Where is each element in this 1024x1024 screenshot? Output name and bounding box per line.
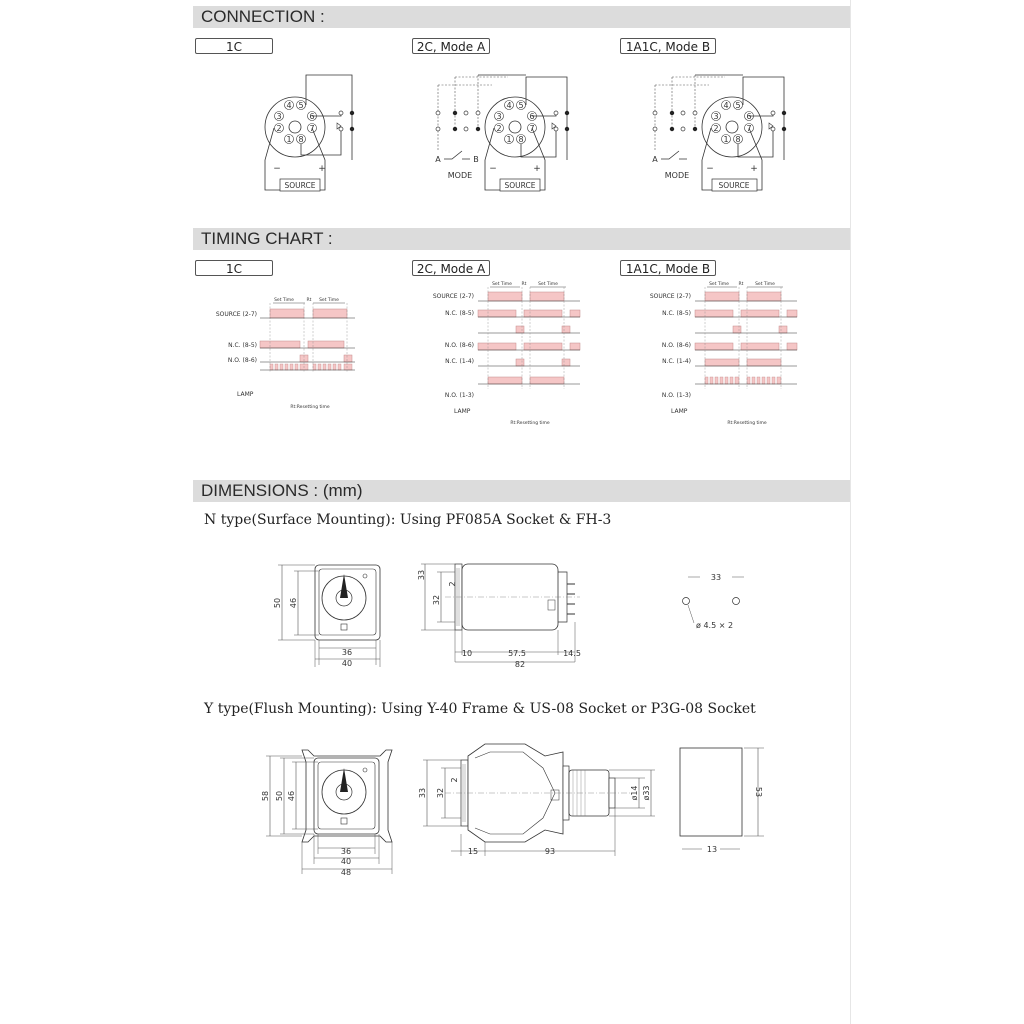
source-label-1c: SOURCE [284,181,316,190]
n-hole-diameter: ø 4.5 × 2 [696,621,734,630]
n-side-d14-5: 14.5 [563,649,581,658]
n-type-caption: N type(Surface Mounting): Using PF085A Socket & FH-3 [204,512,612,528]
connection-diagram-1c [255,65,365,195]
timing-2c-signal-nc85: N.C. (8-5) [445,310,474,317]
y-front-h58: 58 [261,790,270,802]
n-front-height-outer: 50 [273,597,282,609]
svg-text:−: − [489,164,497,174]
svg-text:Rt:Resetting time: Rt:Resetting time [727,421,767,426]
n-side-h32: 32 [432,594,441,606]
svg-text:Rt:Resetting time: Rt:Resetting time [510,421,550,426]
svg-text:LAMP: LAMP [454,408,471,415]
section-header-timing: TIMING CHART : [193,228,850,250]
timing-2c-signal-no86: N.O. (8-6) [444,342,474,349]
pin-1: 1 [286,135,292,144]
n-hole-pitch: 33 [710,573,722,582]
svg-text:4: 4 [723,101,729,110]
page-right-border [850,0,851,1024]
svg-text:Set Time: Set Time [538,282,558,287]
n-front-height-inner: 46 [289,597,298,609]
y-side-dia14: ø14 [630,785,639,801]
mode-tag-1c-connection: 1C [195,38,273,54]
svg-text:2: 2 [713,124,719,133]
mode-tag-1a1c-connection: 1A1C, Mode B [620,38,716,54]
timing-chart-1c [205,292,365,417]
mode-tag-2c-connection: 2C, Mode A [412,38,490,54]
n-side-d82: 82 [514,660,526,669]
timing-chart-2c [420,277,585,427]
section-header-connection: CONNECTION : [193,6,850,28]
y-panel-w13: 13 [706,845,718,854]
mode-tag-2c-timing: 2C, Mode A [412,260,490,276]
pin-6: 6 [309,112,315,121]
svg-text:8: 8 [735,135,741,144]
y-side-dia33: ø33 [642,785,651,801]
timing-1c-signal-source: SOURCE (2-7) [215,311,257,318]
n-type-front-view [270,555,385,670]
section-header-dimensions: DIMENSIONS : (mm) [193,480,850,502]
svg-text:+: + [533,164,541,174]
timing-1a1c-signal-source: SOURCE (2-7) [649,293,691,300]
svg-text:MODE: MODE [664,171,690,180]
svg-text:Rt: Rt [738,282,744,287]
plus-label-1c: + [318,164,326,174]
mode-label-2c: MODE [447,171,473,180]
svg-text:7: 7 [529,124,535,133]
switch-a-label-2c: A [435,155,441,164]
svg-text:SOURCE: SOURCE [504,181,536,190]
svg-text:7: 7 [746,124,752,133]
svg-text:3: 3 [496,112,502,121]
svg-text:−: − [706,164,714,174]
timing-2c-signal-source: SOURCE (2-7) [432,293,474,300]
svg-text:LAMP: LAMP [671,408,688,415]
pin-7: 7 [309,124,315,133]
svg-text:Rt: Rt [306,298,312,303]
n-side-d10: 10 [461,649,473,658]
svg-text:Rt: Rt [521,282,527,287]
timing-1c-set-time: Set Time [274,298,294,303]
y-front-w36: 36 [340,847,352,856]
n-front-width-outer: 40 [341,659,353,668]
timing-1c-lamp: LAMP [237,391,254,398]
y-front-w48: 48 [340,868,352,877]
svg-text:Set Time: Set Time [492,282,512,287]
y-type-side-view [415,738,665,863]
svg-text:1: 1 [506,135,512,144]
y-side-d93: 93 [544,847,556,856]
svg-text:6: 6 [746,112,752,121]
y-front-w40: 40 [340,857,352,866]
timing-1a1c-signal-no86: N.O. (8-6) [661,342,691,349]
timing-chart-1a1c [637,277,802,427]
pin-8: 8 [298,135,304,144]
timing-1c-rt-note: Rt:Resetting time [290,405,330,410]
svg-text:3: 3 [713,112,719,121]
svg-text:8: 8 [518,135,524,144]
timing-1a1c-signal-nc14: N.C. (1-4) [662,358,691,365]
y-front-h46: 46 [287,790,296,802]
svg-text:A: A [652,155,658,164]
pin-3: 3 [276,112,282,121]
svg-text:2: 2 [496,124,502,133]
svg-text:+: + [750,164,758,174]
timing-1a1c-signal-nc85: N.C. (8-5) [662,310,691,317]
connection-diagram-2c [430,65,580,195]
svg-text:5: 5 [518,101,524,110]
svg-text:5: 5 [735,101,741,110]
pin-5: 5 [298,101,304,110]
y-type-panel-view [672,745,772,855]
y-panel-h53: 53 [754,786,763,798]
y-front-h50: 50 [275,790,284,802]
timing-1a1c-signal-no13: N.O. (1-3) [661,392,691,399]
y-type-caption: Y type(Flush Mounting): Using Y-40 Frame & US-08 Socket or P3G-08 Socket [204,701,756,717]
timing-2c-signal-nc14: N.C. (1-4) [445,358,474,365]
mode-tag-1c-timing: 1C [195,260,273,276]
connection-diagram-1a1c [647,65,797,195]
n-front-width-inner: 36 [341,648,353,657]
svg-text:Set Time: Set Time [755,282,775,287]
pin-2: 2 [276,124,282,133]
minus-label-1c: − [273,164,281,174]
y-side-h33: 33 [418,787,427,799]
timing-2c-signal-no13: N.O. (1-3) [444,392,474,399]
switch-b-label-2c: B [473,155,479,164]
y-type-front-view [262,742,397,877]
y-side-d15: 15 [467,847,479,856]
pin-4: 4 [286,101,292,110]
n-type-side-view [415,560,595,670]
y-side-h32: 32 [436,787,445,799]
svg-text:6: 6 [529,112,535,121]
y-side-h2: 2 [450,777,459,783]
timing-1c-signal-nc: N.C. (8-5) [228,342,257,349]
svg-text:Set Time: Set Time [319,298,339,303]
n-side-d57-5: 57.5 [508,649,526,658]
svg-text:1: 1 [723,135,729,144]
mode-tag-1a1c-timing: 1A1C, Mode B [620,260,716,276]
svg-text:4: 4 [506,101,512,110]
n-side-h33: 33 [417,569,426,581]
timing-1c-signal-no: N.O. (8-6) [227,357,257,364]
n-type-mounting-holes [670,565,770,635]
svg-text:Set Time: Set Time [709,282,729,287]
n-side-h2: 2 [448,581,457,587]
svg-text:SOURCE: SOURCE [718,181,750,190]
